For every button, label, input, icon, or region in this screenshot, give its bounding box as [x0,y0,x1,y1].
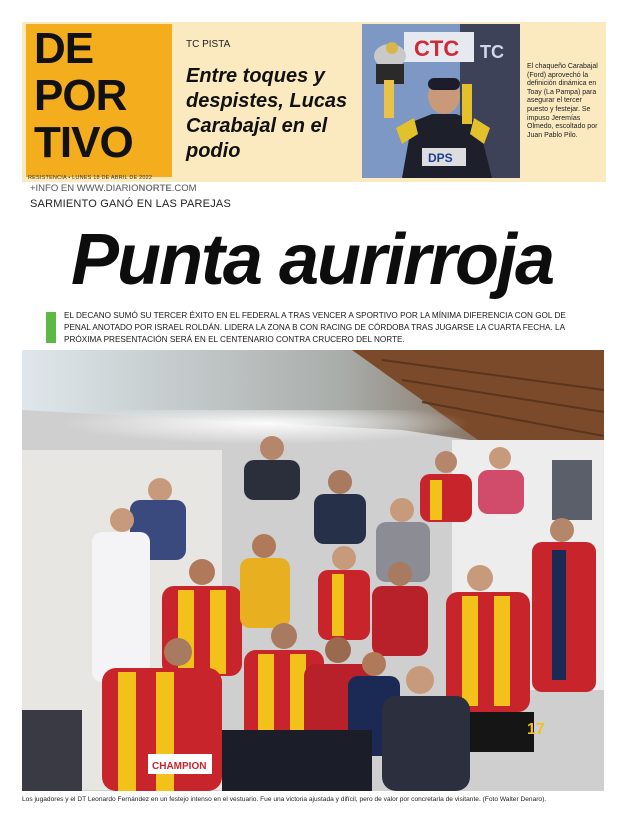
teaser-tc-text: TC [480,42,504,62]
main-photo-art [22,350,604,791]
issue-date: RESISTENCIA • LUNES 18 DE ABRIL DE 2022 [28,175,153,181]
website-suffix: .COM [171,183,197,194]
story-lead: EL DECANO SUMÓ SU TERCER ÉXITO EN EL FEDERAL A TRAS VENCER A SPORTIVO POR LA MÍNIMA DIFERENCIA CON GOL DE PENAL ANOTADO POR ISRAEL ROLDÁN. LIDERA LA ZONA B CON RACING DE CÓRDOBA TRAS JUGARSE LA CUARTA FECHA. LA PRÓXIMA PRESENTACIÓN SERÁ EN EL CENTENARIO CONTRA CRUCERO DEL NORTE. [64,311,566,344]
teaser-kicker: TC PISTA [186,39,231,50]
masthead-line-3: TIVO [34,118,133,167]
photo-caption: Los jugadores y el DT Leonardo Fernández en un festejo intenso en el vestuario. Fue una victoria ajustada y difícil, pero de valor por concretarla de visitante. (Foto Walter Denaro). [22,796,547,803]
teaser-photo-art [362,24,520,178]
masthead-line-2: POR [34,71,127,120]
story-kicker: SARMIENTO GANÓ EN LAS PAREJAS [30,198,231,210]
section-masthead [26,24,172,177]
teaser-photo [362,24,520,178]
website-prefix: +INFO EN WWW.DIARIO [30,183,139,194]
website-link[interactable] [30,183,197,194]
story-headline[interactable]: Punta aurirroja [70,220,554,300]
website-brand: NORTE [138,183,172,194]
masthead-line-1: DE [34,24,94,73]
sponsor-text: CHAMPION [152,761,207,772]
teaser-shirt-text: DPS [428,151,453,165]
teaser-logo-text: CTC [414,36,460,61]
jersey-number: 17 [527,721,545,738]
main-photo [22,350,604,791]
lead-accent-bar [46,312,56,343]
teaser-headline[interactable]: Entre toques y despistes, Lucas Carabajal en el podio [186,65,348,162]
teaser-caption: El chaqueño Carabajal (Ford) aprovechó la definición dinámica en Toay (La Pampa) para asegurar el tercer puesto y festejar. Se impuso Jeremías Olmedo, escoltado por Juan Pablo Pilo. [527,63,598,139]
